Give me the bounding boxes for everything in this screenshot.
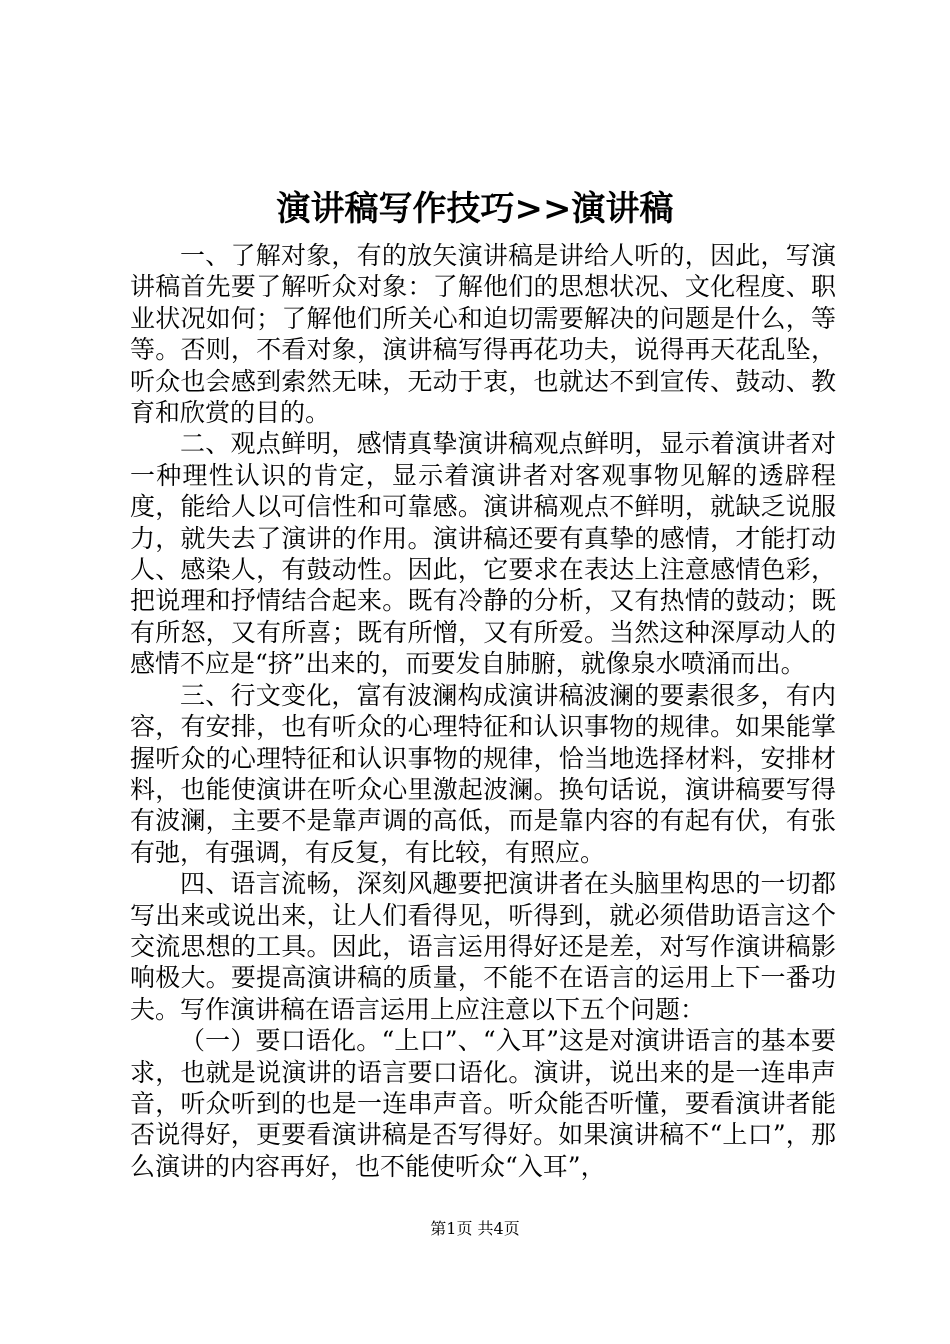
paragraph-1: 一、了解对象，有的放矢演讲稿是讲给人听的，因此，写演讲稿首先要了解听众对象：了解他们的思想状况、文化程度、职业状况如何；了解他们所关心和迫切需要解决的问题是什么，等等。否则，不看对象，演讲稿写得再花功夫，说得再天花乱坠，听众也会感到索然无味，无动于衷，也就达不到宣传、鼓动、教育和欣赏的目的。 xyxy=(130,241,836,428)
paragraph-4: 四、语言流畅，深刻风趣要把演讲者在头脑里构思的一切都写出来或说出来，让人们看得见，听得到，就必须借助语言这个交流思想的工具。因此，语言运用得好还是差，对写作演讲稿影响极大。要提高演讲稿的质量，不能不在语言的运用上下一番功夫。写作演讲稿在语言运用上应注意以下五个问题： xyxy=(130,869,836,1024)
document-body xyxy=(130,240,836,1182)
page-footer: 第1页 共4页 xyxy=(430,1219,520,1238)
document-title: 演讲稿写作技巧>>演讲稿 xyxy=(276,189,674,229)
paragraph-3: 三、行文变化，富有波澜构成演讲稿波澜的要素很多，有内容，有安排，也有听众的心理特征和认识事物的规律。如果能掌握听众的心理特征和认识事物的规律，恰当地选择材料，安排材料，也能使演讲在听众心里激起波澜。换句话说，演讲稿要写得有波澜，主要不是靠声调的高低，而是靠内容的有起有伏，有张有弛，有强调，有反复，有比较，有照应。 xyxy=(130,680,836,867)
paragraph-5: （一）要口语化。“上口”、“入耳”这是对演讲语言的基本要求，也就是说演讲的语言要口语化。演讲，说出来的是一连串声音，听众听到的也是一连串声音。听众能否听懂，要看演讲者能否说得好，更要看演讲稿是否写得好。如果演讲稿不“上口”，那么演讲的内容再好，也不能使听众“入耳”， xyxy=(130,1026,836,1181)
paragraph-2: 二、观点鲜明，感情真挚演讲稿观点鲜明，显示着演讲者对一种理性认识的肯定，显示着演讲者对客观事物见解的透辟程度，能给人以可信性和可靠感。演讲稿观点不鲜明，就缺乏说服力，就失去了演讲的作用。演讲稿还要有真挚的感情，才能打动人、感染人，有鼓动性。因此，它要求在表达上注意感情色彩，把说理和抒情结合起来。既有冷静的分析，又有热情的鼓动；既有所怒，又有所喜；既有所憎，又有所爱。当然这种深厚动人的感情不应是“挤”出来的，而要发自肺腑，就像泉水喷涌而出。 xyxy=(130,429,836,679)
